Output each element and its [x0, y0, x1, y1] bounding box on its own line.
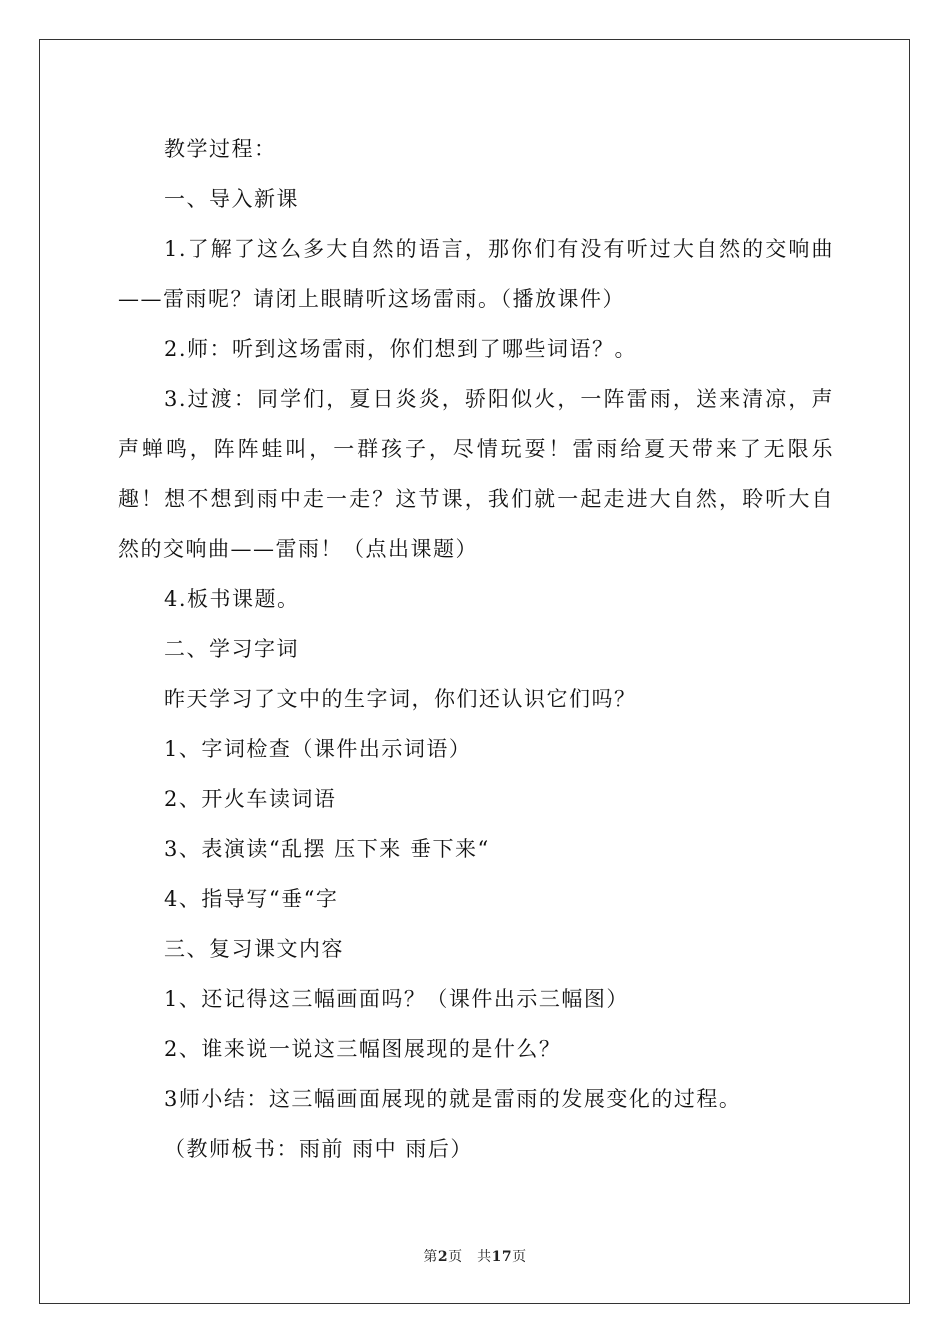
section-heading-3: 三、复习课文内容	[164, 937, 344, 961]
footer-prefix: 第	[423, 1249, 438, 1265]
list-item-4: 4、指导写“垂“字	[164, 887, 339, 911]
list-item-7: 3师小结：这三幅画面展现的就是雷雨的发展变化的过程。	[164, 1087, 742, 1111]
footer-suffix: 页	[512, 1249, 527, 1265]
paragraph-heading-process: 教学过程：	[164, 137, 277, 161]
section-heading-1: 一、导入新课	[164, 187, 299, 211]
list-item-2: 2、开火车读词语	[164, 787, 337, 811]
page-footer	[0, 1246, 950, 1266]
list-item-6: 2、谁来说一说这三幅图展现的是什么？	[164, 1037, 562, 1061]
list-item-3: 3、表演读“乱摆 压下来 垂下来“	[164, 837, 490, 861]
footer-total-pages: 17	[491, 1249, 513, 1265]
paragraph-3: 3.过渡：同学们，夏日炎炎，骄阳似火，一阵雷雨，送来清凉，声声蝉鸣，阵阵蛙叫，一群孩子，尽情玩耍！雷雨给夏天带来了无限乐趣！想不想到雨中走一走？这节课，我们就一起走进大自然，聆听大自然的交响曲——雷雨！（点出课题）	[118, 387, 834, 561]
paragraph-1: 1.了解了这么多大自然的语言，那你们有没有听过大自然的交响曲——雷雨呢？请闭上眼睛听这场雷雨。（播放课件）	[118, 237, 834, 311]
paragraph-4: 4.板书课题。	[164, 587, 300, 611]
document-body	[118, 124, 834, 1174]
paragraph-5: 昨天学习了文中的生字词，你们还认识它们吗？	[164, 687, 637, 711]
list-item-5: 1、还记得这三幅画面吗？（课件出示三幅图）	[164, 987, 629, 1011]
board-note: （教师板书：雨前 雨中 雨后）	[164, 1137, 473, 1161]
paragraph-2: 2.师：听到这场雷雨，你们想到了哪些词语？。	[164, 337, 638, 361]
list-item-1: 1、字词检查（课件出示词语）	[164, 737, 472, 761]
footer-mid: 页 共	[448, 1249, 492, 1265]
section-heading-2: 二、学习字词	[164, 637, 299, 661]
footer-current-page: 2	[437, 1249, 449, 1265]
